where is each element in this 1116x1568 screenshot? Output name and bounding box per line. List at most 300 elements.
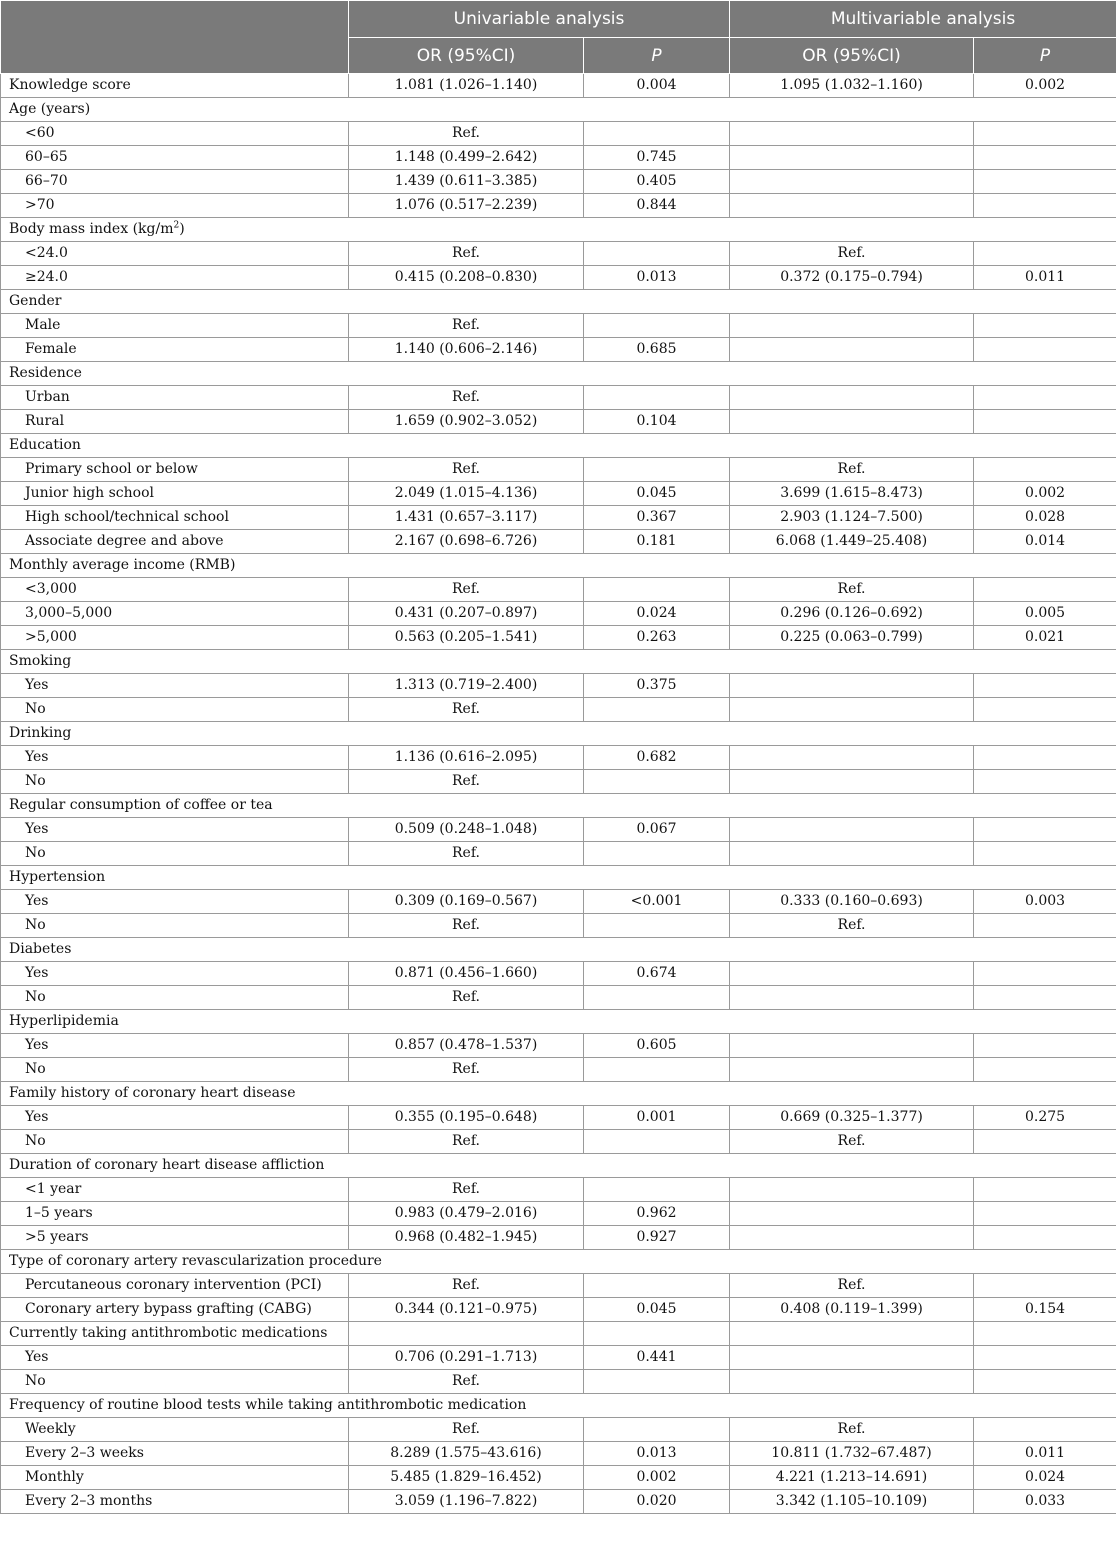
univariable-p-cell [584,1274,730,1298]
row-label: >70 [1,194,349,218]
section-row [1,1394,1116,1418]
multivariable-p-cell: 0.014 [974,530,1116,554]
section-label [1,434,1116,458]
row-label: No [1,1370,349,1394]
section-row [1,362,1116,386]
section-label-text: Regular consumption of coffee or tea [9,797,273,813]
section-label-text: Duration of coronary heart disease affliction [9,1157,325,1173]
table-row [1,770,1116,794]
row-label: High school/technical school [1,506,349,530]
table-row [1,530,1116,554]
univariable-p-cell: 0.020 [584,1490,730,1514]
section-row [1,938,1116,962]
multivariable-p-cell: 0.154 [974,1298,1116,1322]
multivariable-or-cell: 6.068 (1.449–25.408) [730,530,974,554]
univariable-or-cell: 1.148 (0.499–2.642) [349,146,584,170]
section-label-text: Education [9,437,81,453]
multivariable-p-cell: 0.021 [974,626,1116,650]
table-row [1,1058,1116,1082]
section-label-text: Frequency of routine blood tests while taking antithrombotic medication [9,1397,527,1413]
univariable-or-cell: 2.049 (1.015–4.136) [349,482,584,506]
multivariable-p-cell [974,122,1116,146]
table-row [1,1490,1116,1514]
multivariable-or-cell [730,1346,974,1370]
univariable-p-cell: 0.674 [584,962,730,986]
univariable-p-cell [584,386,730,410]
multivariable-p-cell: 0.005 [974,602,1116,626]
univariable-p-cell: 0.962 [584,1202,730,1226]
multivariable-p-cell: 0.033 [974,1490,1116,1514]
univariable-or-cell: Ref. [349,986,584,1010]
row-label: Percutaneous coronary intervention (PCI) [1,1274,349,1298]
table-row [1,1322,1116,1346]
univariable-p-cell [584,578,730,602]
univariable-p-cell [584,1178,730,1202]
section-label [1,362,1116,386]
multivariable-p-cell [974,698,1116,722]
multivariable-p-cell: 0.002 [974,482,1116,506]
table-row [1,1178,1116,1202]
row-label: 66–70 [1,170,349,194]
section-row [1,1010,1116,1034]
row-label: <1 year [1,1178,349,1202]
row-label: Associate degree and above [1,530,349,554]
table-row [1,674,1116,698]
header-variable-cell [1,1,349,74]
table-row [1,74,1116,98]
multivariable-or-cell [730,962,974,986]
multivariable-or-cell [730,746,974,770]
univariable-p-cell: 0.067 [584,818,730,842]
univariable-or-cell [349,1322,584,1346]
multivariable-or-cell [730,698,974,722]
univariable-p-cell: <0.001 [584,890,730,914]
table-header [1,1,1116,74]
table-row [1,1130,1116,1154]
multivariable-or-cell [730,314,974,338]
multivariable-p-cell [974,170,1116,194]
table-row [1,1034,1116,1058]
multivariable-or-cell: Ref. [730,1418,974,1442]
multivariable-p-cell [974,314,1116,338]
table-row [1,962,1116,986]
univariable-or-cell: 0.344 (0.121–0.975) [349,1298,584,1322]
row-label: Urban [1,386,349,410]
row-label: Yes [1,674,349,698]
multivariable-p-cell [974,1322,1116,1346]
row-label: Yes [1,1106,349,1130]
multivariable-p-cell: 0.011 [974,266,1116,290]
section-label-text: Monthly average income (RMB) [9,557,236,573]
multivariable-or-cell [730,122,974,146]
univariable-p-cell: 0.682 [584,746,730,770]
univariable-p-cell: 0.263 [584,626,730,650]
table-row [1,1466,1116,1490]
row-label: Currently taking antithrombotic medications [1,1322,349,1346]
multivariable-or-cell [730,1034,974,1058]
row-label: Male [1,314,349,338]
multivariable-p-cell [974,1370,1116,1394]
multivariable-p-cell [974,746,1116,770]
univariable-or-cell: Ref. [349,1274,584,1298]
table-row [1,314,1116,338]
multivariable-or-cell [730,1058,974,1082]
univariable-p-cell: 0.927 [584,1226,730,1250]
univariable-or-cell: Ref. [349,1178,584,1202]
section-label-text: Drinking [9,725,72,741]
univariable-or-cell: Ref. [349,578,584,602]
row-label: <3,000 [1,578,349,602]
multivariable-p-cell [974,1346,1116,1370]
section-label [1,1154,1116,1178]
univariable-or-cell: Ref. [349,842,584,866]
row-label: No [1,770,349,794]
univariable-or-cell: 1.081 (1.026–1.140) [349,74,584,98]
univariable-or-cell: 1.439 (0.611–3.385) [349,170,584,194]
table-row [1,746,1116,770]
section-row [1,218,1116,242]
univariable-p-cell: 0.441 [584,1346,730,1370]
univariable-p-cell [584,458,730,482]
row-label: Rural [1,410,349,434]
univariable-or-cell: 0.509 (0.248–1.048) [349,818,584,842]
multivariable-or-cell [730,842,974,866]
univariable-or-cell: Ref. [349,458,584,482]
univariable-p-cell: 0.375 [584,674,730,698]
table-row [1,266,1116,290]
multivariable-p-cell [974,338,1116,362]
univariable-p-cell: 0.181 [584,530,730,554]
multivariable-p-cell [974,1058,1116,1082]
univariable-p-cell: 0.004 [584,74,730,98]
row-label: No [1,1130,349,1154]
univariable-p-cell: 0.405 [584,170,730,194]
section-label [1,554,1116,578]
multivariable-p-cell: 0.011 [974,1442,1116,1466]
header-univariable-p: P [584,38,730,74]
section-label [1,98,1116,122]
univariable-p-cell: 0.024 [584,602,730,626]
univariable-or-cell: 0.968 (0.482–1.945) [349,1226,584,1250]
multivariable-or-cell [730,170,974,194]
table-row [1,578,1116,602]
table-row [1,482,1116,506]
multivariable-p-cell [974,1034,1116,1058]
table-row [1,698,1116,722]
table-row [1,890,1116,914]
table-row [1,242,1116,266]
univariable-or-cell: Ref. [349,914,584,938]
row-label: Yes [1,962,349,986]
univariable-p-cell [584,914,730,938]
section-label-text: Diabetes [9,941,72,957]
univariable-p-cell: 0.605 [584,1034,730,1058]
multivariable-or-cell: 0.225 (0.063–0.799) [730,626,974,650]
table-row [1,410,1116,434]
multivariable-or-cell [730,146,974,170]
multivariable-or-cell: 10.811 (1.732–67.487) [730,1442,974,1466]
section-label-text: Age (years) [9,101,91,117]
row-label: ≥24.0 [1,266,349,290]
multivariable-p-cell [974,1202,1116,1226]
table-row [1,1298,1116,1322]
multivariable-or-cell: 3.699 (1.615–8.473) [730,482,974,506]
table-row [1,1106,1116,1130]
multivariable-or-cell: 0.372 (0.175–0.794) [730,266,974,290]
row-label: Yes [1,1346,349,1370]
table-row [1,1370,1116,1394]
univariable-p-cell [584,770,730,794]
multivariable-or-cell: Ref. [730,242,974,266]
table-row [1,386,1116,410]
row-label: No [1,698,349,722]
table-row [1,1202,1116,1226]
multivariable-or-cell: 2.903 (1.124–7.500) [730,506,974,530]
univariable-or-cell: 5.485 (1.829–16.452) [349,1466,584,1490]
table-row [1,1418,1116,1442]
section-label-text: Type of coronary artery revascularization procedure [9,1253,382,1269]
multivariable-or-cell: Ref. [730,1130,974,1154]
multivariable-p-cell: 0.002 [974,74,1116,98]
univariable-or-cell: 0.415 (0.208–0.830) [349,266,584,290]
multivariable-or-cell: 0.333 (0.160–0.693) [730,890,974,914]
univariable-p-cell [584,1130,730,1154]
row-label: Yes [1,1034,349,1058]
multivariable-or-cell [730,194,974,218]
row-label: Monthly [1,1466,349,1490]
row-label: 1–5 years [1,1202,349,1226]
table-row [1,842,1116,866]
multivariable-p-cell [974,410,1116,434]
univariable-p-cell: 0.045 [584,482,730,506]
section-label-suffix: ) [179,221,185,237]
univariable-or-cell: 0.983 (0.479–2.016) [349,1202,584,1226]
section-label [1,1010,1116,1034]
multivariable-or-cell [730,338,974,362]
section-row [1,722,1116,746]
table-row [1,1226,1116,1250]
univariable-or-cell: 8.289 (1.575–43.616) [349,1442,584,1466]
multivariable-p-cell [974,770,1116,794]
table-body [1,74,1116,1514]
table-row [1,194,1116,218]
univariable-p-cell [584,242,730,266]
multivariable-or-cell [730,1322,974,1346]
multivariable-p-cell [974,842,1116,866]
row-label: Every 2–3 weeks [1,1442,349,1466]
multivariable-p-cell [974,1178,1116,1202]
multivariable-p-cell [974,914,1116,938]
univariable-p-cell: 0.685 [584,338,730,362]
multivariable-or-cell: Ref. [730,914,974,938]
univariable-or-cell: 0.871 (0.456–1.660) [349,962,584,986]
header-univariable-or: OR (95%CI) [349,38,584,74]
multivariable-or-cell: Ref. [730,578,974,602]
row-label: Yes [1,746,349,770]
table-row [1,170,1116,194]
univariable-p-cell: 0.104 [584,410,730,434]
section-row [1,1154,1116,1178]
row-label: Coronary artery bypass grafting (CABG) [1,1298,349,1322]
multivariable-or-cell: 4.221 (1.213–14.691) [730,1466,974,1490]
univariable-or-cell: Ref. [349,314,584,338]
univariable-p-cell [584,314,730,338]
row-label: Yes [1,890,349,914]
section-label [1,722,1116,746]
table-row [1,122,1116,146]
multivariable-p-cell [974,962,1116,986]
row-label: Knowledge score [1,74,349,98]
row-label: Yes [1,818,349,842]
header-univariable: Univariable analysis [349,1,730,38]
header-multivariable-p: P [974,38,1116,74]
univariable-or-cell: 0.857 (0.478–1.537) [349,1034,584,1058]
univariable-p-cell [584,986,730,1010]
univariable-p-cell [584,1370,730,1394]
multivariable-p-cell [974,386,1116,410]
univariable-or-cell: 1.431 (0.657–3.117) [349,506,584,530]
multivariable-or-cell: 0.669 (0.325–1.377) [730,1106,974,1130]
table-row [1,986,1116,1010]
multivariable-p-cell [974,458,1116,482]
multivariable-p-cell [974,818,1116,842]
table-row [1,818,1116,842]
section-row [1,650,1116,674]
univariable-p-cell [584,1058,730,1082]
multivariable-p-cell: 0.024 [974,1466,1116,1490]
header-multivariable: Multivariable analysis [730,1,1116,38]
univariable-or-cell: 3.059 (1.196–7.822) [349,1490,584,1514]
univariable-or-cell: Ref. [349,698,584,722]
multivariable-or-cell [730,1226,974,1250]
multivariable-p-cell [974,242,1116,266]
univariable-or-cell: 0.563 (0.205–1.541) [349,626,584,650]
table-row [1,1274,1116,1298]
section-label-text: Family history of coronary heart disease [9,1085,296,1101]
section-row [1,1250,1116,1274]
section-label-text: Gender [9,293,62,309]
table-row [1,626,1116,650]
multivariable-or-cell [730,1178,974,1202]
section-label [1,866,1116,890]
section-label-text: Body mass index (kg/m [9,221,174,237]
univariable-or-cell: Ref. [349,1418,584,1442]
multivariable-or-cell [730,386,974,410]
multivariable-or-cell: Ref. [730,1274,974,1298]
row-label: Weekly [1,1418,349,1442]
univariable-or-cell: 1.140 (0.606–2.146) [349,338,584,362]
multivariable-or-cell [730,1370,974,1394]
row-label: 3,000–5,000 [1,602,349,626]
multivariable-or-cell [730,986,974,1010]
row-label: Junior high school [1,482,349,506]
multivariable-p-cell [974,1130,1116,1154]
univariable-or-cell: 1.313 (0.719–2.400) [349,674,584,698]
univariable-or-cell: 0.706 (0.291–1.713) [349,1346,584,1370]
univariable-or-cell: 0.309 (0.169–0.567) [349,890,584,914]
univariable-or-cell: Ref. [349,1058,584,1082]
multivariable-p-cell [974,986,1116,1010]
univariable-p-cell [584,842,730,866]
univariable-p-cell: 0.001 [584,1106,730,1130]
multivariable-p-cell: 0.275 [974,1106,1116,1130]
section-label-text: Smoking [9,653,72,669]
row-label: No [1,842,349,866]
univariable-or-cell: Ref. [349,770,584,794]
univariable-p-cell [584,122,730,146]
row-label: No [1,1058,349,1082]
section-label [1,794,1116,818]
section-row [1,1082,1116,1106]
row-label: No [1,914,349,938]
row-label: <60 [1,122,349,146]
table-row [1,458,1116,482]
multivariable-or-cell [730,1202,974,1226]
univariable-p-cell [584,698,730,722]
multivariable-or-cell [730,770,974,794]
row-label: 60–65 [1,146,349,170]
multivariable-p-cell [974,578,1116,602]
section-label [1,938,1116,962]
section-row [1,554,1116,578]
univariable-or-cell: Ref. [349,1370,584,1394]
table-row [1,506,1116,530]
univariable-p-cell: 0.045 [584,1298,730,1322]
table-row [1,1346,1116,1370]
univariable-p-cell: 0.745 [584,146,730,170]
section-row [1,290,1116,314]
row-label: >5 years [1,1226,349,1250]
univariable-p-cell: 0.013 [584,1442,730,1466]
univariable-p-cell: 0.844 [584,194,730,218]
multivariable-p-cell [974,1226,1116,1250]
multivariable-or-cell: Ref. [730,458,974,482]
section-label-text: Hypertension [9,869,106,885]
univariable-or-cell: Ref. [349,386,584,410]
multivariable-p-cell [974,194,1116,218]
univariable-or-cell: 1.659 (0.902–3.052) [349,410,584,434]
section-row [1,794,1116,818]
univariable-or-cell: 1.076 (0.517–2.239) [349,194,584,218]
multivariable-p-cell [974,674,1116,698]
univariable-or-cell: Ref. [349,122,584,146]
multivariable-or-cell [730,410,974,434]
section-label [1,1394,1116,1418]
section-label [1,650,1116,674]
section-label-text: Hyperlipidemia [9,1013,119,1029]
row-label: Every 2–3 months [1,1490,349,1514]
section-label [1,218,1116,242]
table-row [1,1442,1116,1466]
multivariable-p-cell [974,1418,1116,1442]
multivariable-p-cell: 0.028 [974,506,1116,530]
multivariable-or-cell: 0.296 (0.126–0.692) [730,602,974,626]
univariable-p-cell: 0.002 [584,1466,730,1490]
header-multivariable-or: OR (95%CI) [730,38,974,74]
row-label: Female [1,338,349,362]
row-label: >5,000 [1,626,349,650]
multivariable-p-cell [974,146,1116,170]
row-label: No [1,986,349,1010]
row-label: <24.0 [1,242,349,266]
univariable-or-cell: 2.167 (0.698–6.726) [349,530,584,554]
section-label-text: Residence [9,365,82,381]
section-row [1,98,1116,122]
table-row [1,914,1116,938]
row-label: Primary school or below [1,458,349,482]
section-label [1,1082,1116,1106]
univariable-p-cell [584,1418,730,1442]
